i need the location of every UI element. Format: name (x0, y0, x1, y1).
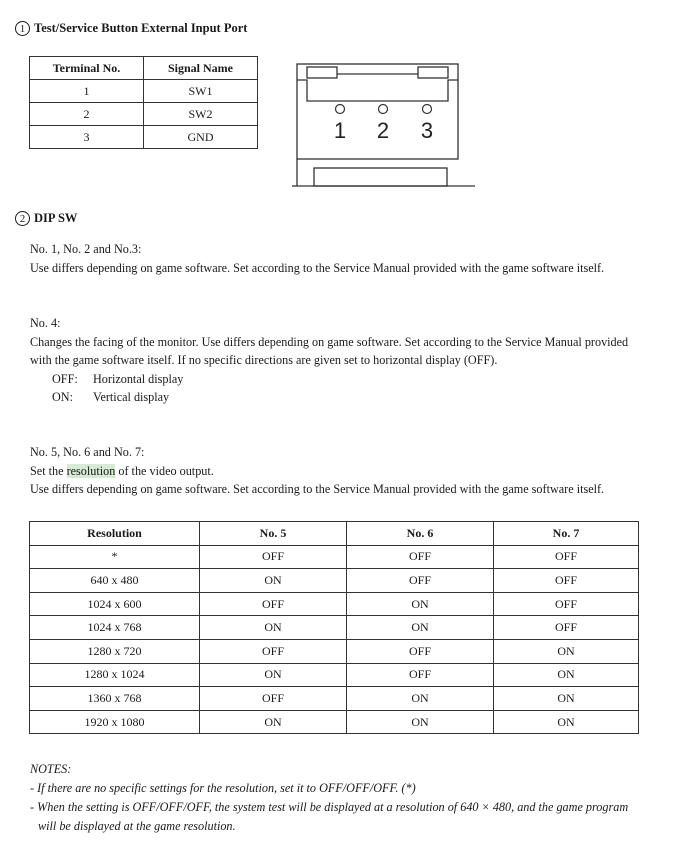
paragraph-line (30, 462, 604, 481)
note-item: - If there are no specific settings for the resolution, set it to OFF/OFF/OFF. (*) (30, 781, 416, 795)
signal-cell: SW1 (144, 80, 258, 103)
paragraph-title: No. 5, No. 6 and No. 7: (30, 445, 145, 459)
option-value: Vertical display (93, 390, 170, 404)
terminal-cell: 2 (30, 103, 144, 126)
table-cell: OFF (494, 569, 639, 593)
terminal-table (29, 56, 258, 149)
section2-number: 2 (15, 211, 30, 226)
pin-2-icon (379, 105, 388, 114)
table-row (30, 616, 639, 640)
paragraph-line: Use differs depending on game software. Set according to the Service Manual provided with the game software itself. (30, 260, 605, 275)
table-cell: OFF (200, 687, 347, 711)
no5-header: No. 5 (200, 522, 347, 546)
paragraph-title: No. 1, No. 2 and No.3: (30, 242, 142, 256)
table-cell: * (30, 545, 200, 569)
text-run: of the video output. (115, 463, 214, 478)
option-value: Horizontal display (93, 371, 184, 386)
table-cell: 640 x 480 (30, 569, 200, 593)
table-cell: OFF (347, 663, 494, 687)
section2-title: DIP SW (34, 211, 78, 225)
paragraph-line: with the game software itself. If no specific directions are given set to horizontal display (OFF). (30, 353, 498, 367)
table-cell: ON (494, 639, 639, 663)
table-cell: OFF (200, 639, 347, 663)
table-cell: ON (494, 710, 639, 734)
table-row (30, 126, 258, 149)
table-cell: ON (347, 710, 494, 734)
table-row (30, 639, 639, 663)
table-row (30, 80, 258, 103)
option-off (30, 370, 628, 389)
connector-diagram (288, 54, 480, 188)
table-row (30, 545, 639, 569)
pin-1-label: 1 (333, 118, 347, 143)
signal-name-header: Signal Name (144, 57, 258, 80)
table-cell: OFF (494, 616, 639, 640)
option-key: ON: (52, 390, 73, 404)
note-item: - When the setting is OFF/OFF/OFF, the system test will be displayed at a resolution of 640 × 480, and the game program (30, 800, 629, 814)
option-on (30, 388, 628, 407)
table-row (30, 592, 639, 616)
pin-2-label: 2 (376, 118, 390, 143)
table-cell: ON (200, 616, 347, 640)
dip-switch-4-description (30, 314, 628, 407)
table-cell: 1280 x 1024 (30, 663, 200, 687)
table-cell: 1024 x 768 (30, 616, 200, 640)
table-cell: OFF (347, 639, 494, 663)
terminal-cell: 1 (30, 80, 144, 103)
notes (30, 760, 628, 836)
table-row (30, 687, 639, 711)
table-cell: OFF (494, 545, 639, 569)
section1-number: 1 (15, 21, 30, 36)
table-cell: ON (347, 687, 494, 711)
no6-header: No. 6 (347, 522, 494, 546)
table-cell: OFF (347, 569, 494, 593)
section1-title: Test/Service Button External Input Port (34, 21, 248, 35)
table-cell: 1360 x 768 (30, 687, 200, 711)
table-cell: ON (347, 616, 494, 640)
pin-1-icon (336, 105, 345, 114)
resolution-header: Resolution (30, 522, 200, 546)
table-cell: ON (200, 710, 347, 734)
table-cell: 1280 x 720 (30, 639, 200, 663)
no7-header: No. 7 (494, 522, 639, 546)
table-cell: ON (494, 687, 639, 711)
paragraph-title: No. 4: (30, 316, 61, 330)
pin-3-label: 3 (420, 118, 434, 143)
pin-3-icon (423, 105, 432, 114)
table-cell: OFF (200, 545, 347, 569)
table-row (30, 103, 258, 126)
resolution-table (29, 521, 639, 734)
text-run: Set the (30, 463, 67, 478)
table-cell: OFF (494, 592, 639, 616)
note-item-continuation: will be displayed at the game resolution. (38, 819, 236, 833)
dip-switch-1-3-description (30, 240, 604, 277)
table-cell: 1024 x 600 (30, 592, 200, 616)
table-row (30, 710, 639, 734)
section1-heading (15, 21, 247, 36)
dip-switch-5-7-description (30, 443, 604, 499)
table-cell: OFF (347, 545, 494, 569)
table-cell: OFF (200, 592, 347, 616)
signal-cell: SW2 (144, 103, 258, 126)
terminal-table-header (30, 57, 258, 80)
paragraph-line: Use differs depending on game software. Set according to the Service Manual provided with the game software itself. (30, 482, 605, 496)
option-key: OFF: (52, 371, 78, 386)
table-row (30, 663, 639, 687)
terminal-no-header: Terminal No. (30, 57, 144, 80)
table-cell: ON (200, 663, 347, 687)
terminal-cell: 3 (30, 126, 144, 149)
signal-cell: GND (144, 126, 258, 149)
table-row (30, 569, 639, 593)
notes-title: NOTES: (30, 762, 72, 776)
table-cell: ON (494, 663, 639, 687)
table-cell: 1920 x 1080 (30, 710, 200, 734)
table-cell: ON (347, 592, 494, 616)
paragraph-line: Changes the facing of the monitor. Use differs depending on game software. Set according to the Service Manual provided (30, 334, 629, 349)
highlighted-term: resolution (66, 463, 116, 478)
resolution-table-header (30, 522, 639, 546)
table-cell: ON (200, 569, 347, 593)
section2-heading (15, 211, 77, 226)
